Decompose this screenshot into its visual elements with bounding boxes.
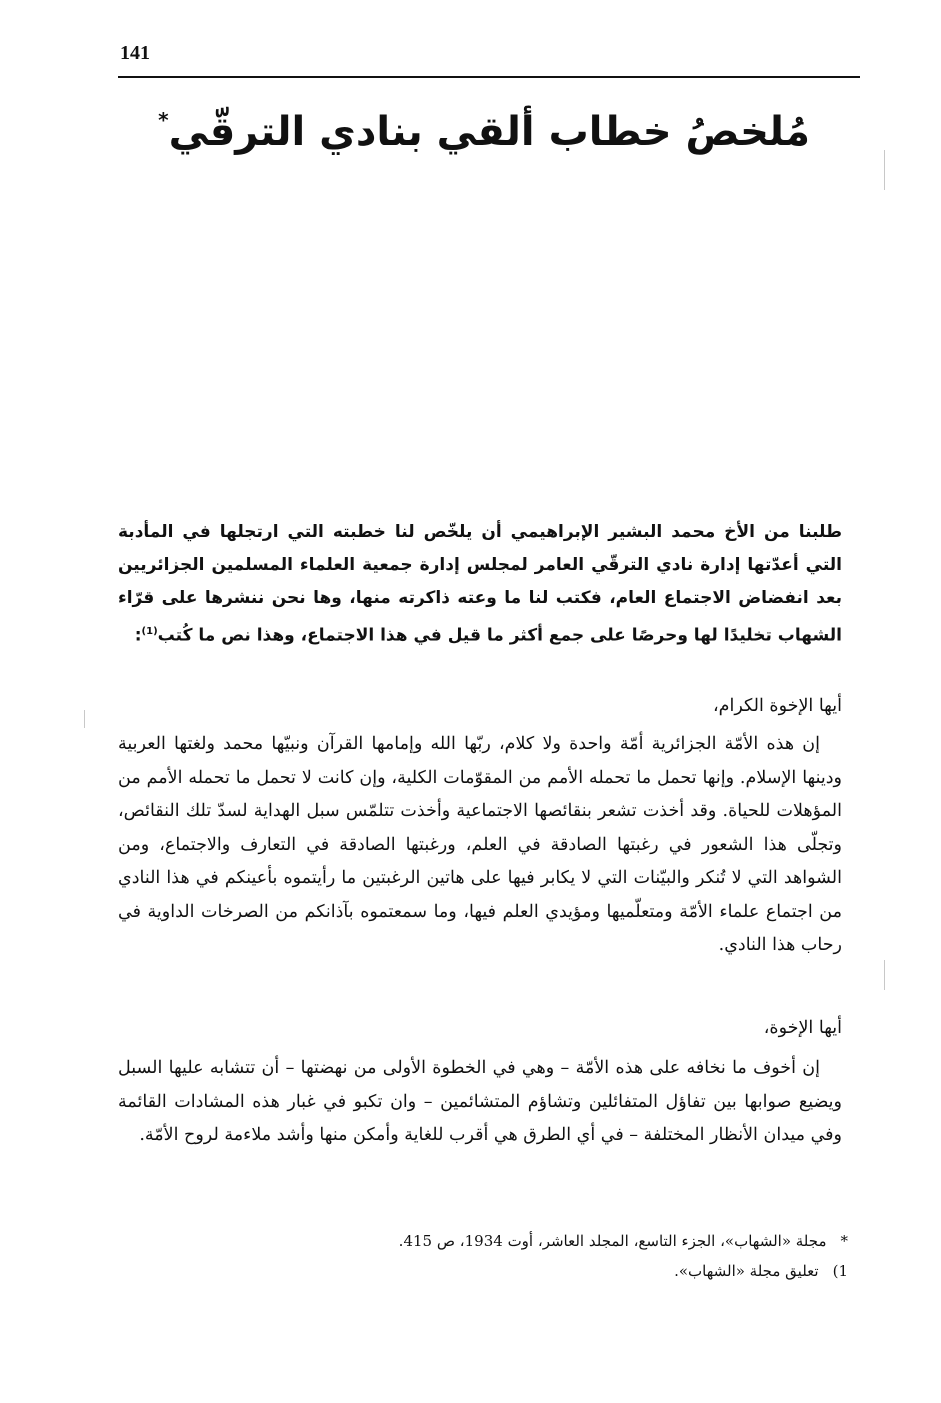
footnote-1-marker: 1) <box>832 1262 848 1280</box>
article-title <box>158 108 810 156</box>
page-number: 141 <box>120 42 150 64</box>
margin-scan-mark <box>884 150 885 190</box>
article-title-text: مُلخصُ خطاب ألقي بنادي الترقّي <box>168 109 810 155</box>
margin-scan-mark <box>884 960 885 990</box>
footnote-source <box>118 1228 848 1254</box>
header-rule <box>118 76 860 78</box>
title-footnote-marker: * <box>158 108 169 132</box>
footnote-1 <box>118 1258 848 1284</box>
editorial-intro-text: طلبنا من الأخ محمد البشير الإبراهيمي أن يلخّص لنا خطبته التي ارتجلها في المأدبة التي أعدّتها إدارة نادي الترقّي العامر لمجلس إدارة جمعية العلماء المسلمين الجزائريين بعد انفضاض الاجتماع العام، فكتب لنا ما وعته ذاكرته منها، وها نحن ننشرها على قرّاء الشهاب تخليدًا لها وحرصًا على جمع أكثر ما قيل في هذا الاجتماع، وهذا نص ما كُتب <box>118 522 842 646</box>
salutation-honored-brothers: أيها الإخوة الكرام، <box>713 696 842 716</box>
margin-scan-mark <box>84 710 85 728</box>
footnote-1-text: تعليق مجلة «الشهاب». <box>674 1262 819 1280</box>
speech-paragraph-1: إن هذه الأمّة الجزائرية أمّة واحدة ولا كلام، ربّها الله وإمامها القرآن ونبيّها محمد ولغتها العربية ودينها الإسلام. وإنها تحمل ما تحمله الأمم من المقوّمات الكلية، وإن كانت لا تحمل ما تحمله الأمم من المؤهلات للحياة. وقد أخذت تشعر بنقائصها الاجتماعية وأخذت تتلمّس سبل الهداية لسدّ تلك النقائص، وتجلّى هذا الشعور في رغبتها الصادقة في العلم، ورغبتها الصادقة في التعارف والاجتماع، ومن الشواهد التي لا تُنكر والبيّنات التي لا يكابر فيها على هاتين الرغبتين ما رأيتموه بأعينكم في هذا النادي من اجتماع علماء الأمّة ومتعلّميها ومؤيدي العلم فيها، وما سمعتموه بآذانكم من الصرخات الداوية في رحاب هذا النادي. <box>118 734 843 955</box>
intro-footnote-ref: (1) <box>141 626 158 637</box>
footnote-source-text: مجلة «الشهاب»، الجزء التاسع، المجلد العاشر، أوت 1934، ص 415. <box>398 1232 827 1250</box>
intro-ending: : <box>134 625 142 646</box>
editorial-intro <box>118 516 842 653</box>
salutation-brothers: أيها الإخوة، <box>763 1018 842 1038</box>
speech-paragraph-2: إن أخوف ما نخافه على هذه الأمّة – وهي في الخطوة الأولى من نهضتها – أن تتشابه عليها السبل ويضيع صوابها بين تفاؤل المتفائلين وتشاؤم المتشائمين – وان تكبو في غبار هذه المشادات القائمة وفي ميدان الأنظار المختلفة – في أي الطرق هي أقرب للغاية وأمكن منها وأشد ملاءمة لروح الأمّة. <box>118 1058 842 1145</box>
footnote-source-marker: * <box>840 1232 848 1250</box>
